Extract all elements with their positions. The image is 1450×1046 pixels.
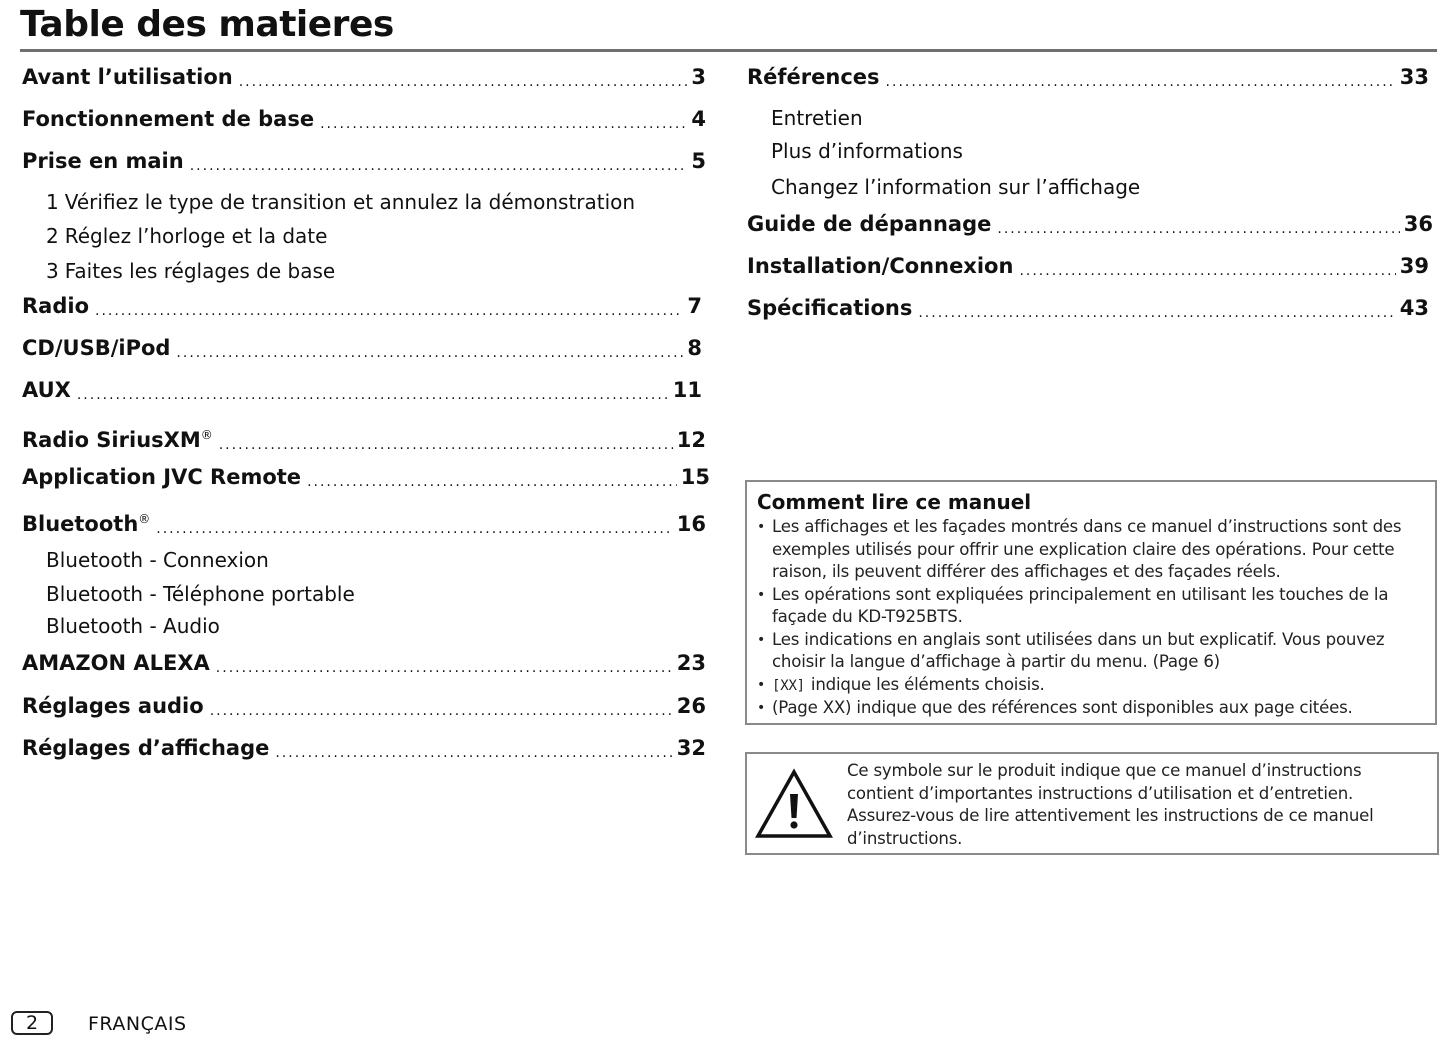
- toc-label: Réglages audio: [22, 694, 204, 718]
- toc-page: 43: [1399, 296, 1429, 320]
- toc-entry-prise-en-main[interactable]: [22, 148, 706, 174]
- step-number: 2: [46, 224, 59, 248]
- title-rule: [20, 49, 1437, 52]
- toc-page: 12: [676, 428, 706, 452]
- toc-leader: [1019, 258, 1395, 280]
- registered-mark: ®: [138, 512, 151, 526]
- toc-subentry-step-1[interactable]: [46, 189, 635, 215]
- step-text: Réglez l’horloge et la date: [64, 224, 328, 248]
- warning-box: [745, 752, 1439, 855]
- toc-page: 36: [1403, 212, 1433, 236]
- toc-label: Prise en main: [22, 149, 184, 173]
- toc-leader: [216, 655, 673, 677]
- toc-page: 15: [680, 465, 710, 489]
- toc-label: Réglages d’affichage: [22, 736, 270, 760]
- page-number-badge: 2: [11, 1011, 53, 1035]
- toc-subentry-bt-telephone[interactable]: Bluetooth - Téléphone portable: [46, 582, 355, 606]
- toc-leader: [95, 298, 683, 320]
- toc-entry-siriusxm[interactable]: [22, 422, 706, 453]
- manual-guide-bullet: • Les indications en anglais sont utilisées dans un but explicatif. Vous pouvez choisir la langue d’affichage à partir du menu. (Page 6): [757, 629, 1425, 674]
- toc-subentry-entretien[interactable]: Entretien: [771, 106, 863, 130]
- toc-entry-installation[interactable]: [747, 253, 1429, 279]
- toc-label: Guide de dépannage: [747, 212, 992, 236]
- toc-label: Références: [747, 65, 880, 89]
- toc-label: Fonctionnement de base: [22, 107, 315, 131]
- toc-label: Installation/Connexion: [747, 254, 1014, 278]
- toc-label: Avant l’utilisation: [22, 65, 233, 89]
- selected-item-code: [XX]: [772, 677, 805, 694]
- toc-subentry-plus-informations[interactable]: Plus d’informations: [771, 139, 963, 163]
- toc-page: 23: [676, 651, 706, 675]
- toc-subentry-changez-information[interactable]: Changez l’information sur l’affichage: [771, 175, 1141, 199]
- toc-page: 39: [1399, 254, 1429, 278]
- toc-leader: [190, 153, 688, 175]
- toc-entry-aux[interactable]: [22, 377, 702, 403]
- manual-guide-bullet: • Les affichages et les façades montrés dans ce manuel d’instructions sont des exemples utilisés pour offrir une explication claire des opérations. Pour cette raison, ils peuvent différer des affichages et des façades réels.: [757, 516, 1425, 584]
- manual-guide-list: [757, 516, 1425, 720]
- toc-leader: [918, 300, 1395, 322]
- step-number: 1: [46, 190, 59, 214]
- toc-subentry-bt-audio[interactable]: Bluetooth - Audio: [46, 614, 220, 638]
- toc-page: 4: [691, 107, 706, 131]
- toc-leader: [275, 740, 672, 762]
- toc-subentry-step-2[interactable]: [46, 223, 327, 249]
- manual-guide-bullet: [757, 674, 1425, 698]
- toc-entry-references[interactable]: [747, 64, 1429, 90]
- toc-subentry-step-3[interactable]: [46, 258, 335, 284]
- toc-leader: [219, 432, 673, 454]
- toc-entry-depannage[interactable]: [747, 211, 1433, 237]
- toc-label: [22, 422, 213, 453]
- toc-entry-reglages-affichage[interactable]: [22, 735, 706, 761]
- manual-guide-box: [745, 480, 1437, 725]
- toc-label: AUX: [22, 378, 71, 402]
- toc-label-text: Radio SiriusXM: [22, 428, 201, 452]
- toc-label: AMAZON ALEXA: [22, 651, 210, 675]
- warning-triangle-icon: [755, 768, 833, 840]
- toc-leader: [210, 698, 673, 720]
- toc-entry-jvc-remote[interactable]: [22, 464, 710, 490]
- toc-label: Radio: [22, 294, 89, 318]
- toc-entry-fonctionnement[interactable]: [22, 106, 706, 132]
- toc-leader: [239, 69, 688, 91]
- toc-page: 16: [676, 512, 706, 536]
- toc-leader: [886, 69, 1396, 91]
- toc-label: Application JVC Remote: [22, 465, 302, 489]
- toc-page: 7: [687, 294, 702, 318]
- toc-page: 33: [1399, 65, 1429, 89]
- toc-label: CD/USB/iPod: [22, 336, 171, 360]
- toc-leader: [997, 216, 1399, 238]
- toc-leader: [320, 111, 687, 133]
- step-number: 3: [46, 259, 59, 283]
- toc-subentry-bt-connexion[interactable]: Bluetooth - Connexion: [46, 548, 269, 572]
- toc-page: 11: [672, 378, 702, 402]
- step-text: Vérifiez le type de transition et annulez la démonstration: [64, 190, 636, 214]
- toc-entry-avant[interactable]: [22, 64, 706, 90]
- toc-label: Spécifications: [747, 296, 913, 320]
- toc-leader: [77, 382, 669, 404]
- toc-page: 26: [676, 694, 706, 718]
- toc-entry-bluetooth[interactable]: [22, 506, 706, 537]
- toc-leader: [176, 340, 683, 362]
- selected-item-text: indique les éléments choisis.: [810, 674, 1045, 694]
- manual-guide-bullet: • Les opérations sont expliquées principalement en utilisant les touches de la façade du KD-T925BTS.: [757, 584, 1425, 629]
- toc-entry-amazon-alexa[interactable]: [22, 650, 706, 676]
- page-title: Table des matieres: [20, 4, 394, 45]
- toc-entry-specifications[interactable]: [747, 295, 1429, 321]
- toc-label: [22, 506, 150, 537]
- registered-mark: ®: [200, 428, 213, 442]
- toc-page: 32: [676, 736, 706, 760]
- warning-text: Ce symbole sur le produit indique que ce manuel d’instructions contient d’importantes instructions d’utilisation et d’entretien. Assurez-vous de lire attentivement les instructions de ce manuel d’instructions.: [847, 761, 1374, 848]
- toc-leader: [156, 516, 672, 538]
- toc-entry-cd-usb-ipod[interactable]: [22, 335, 702, 361]
- footer-language: FRANÇAIS: [88, 1013, 187, 1035]
- toc-leader: [307, 469, 677, 491]
- toc-entry-reglages-audio[interactable]: [22, 693, 706, 719]
- step-text: Faites les réglages de base: [64, 259, 336, 283]
- toc-page: 5: [691, 149, 706, 173]
- manual-guide-bullet: • (Page XX) indique que des références sont disponibles aux page citées.: [757, 697, 1425, 720]
- toc-page: 3: [691, 65, 706, 89]
- toc-label-text: Bluetooth: [22, 512, 139, 536]
- toc-entry-radio[interactable]: [22, 293, 702, 319]
- toc-page: 8: [687, 336, 702, 360]
- manual-guide-heading: Comment lire ce manuel: [757, 490, 1032, 514]
